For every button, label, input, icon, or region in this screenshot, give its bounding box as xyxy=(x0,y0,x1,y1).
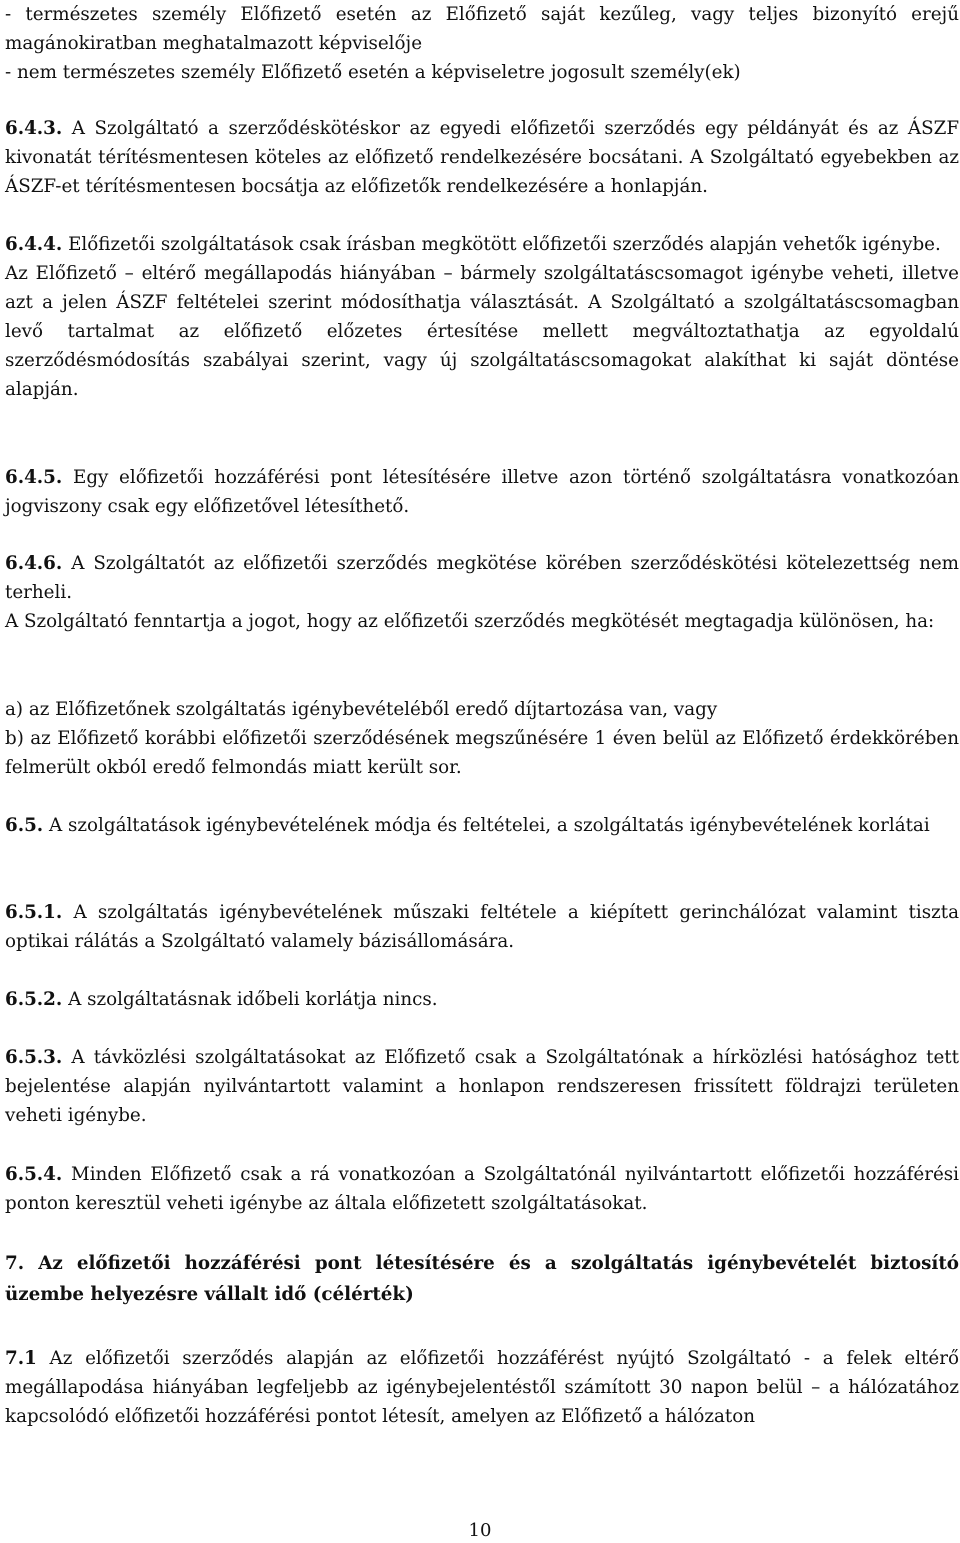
heading-text: 7. Az előfizetői hozzáférési pont létesítésére és a szolgáltatás igénybevételét biztosító üzembe helyezésre vállalt idő (célérték) xyxy=(5,1253,959,1305)
section-number: 6.5. xyxy=(5,815,44,836)
intro-line-1: - természetes személy Előfizető esetén az Előfizető saját kezűleg, vagy teljes bizonyító erejű xyxy=(5,4,959,25)
section-6-5-1 xyxy=(5,898,959,956)
section-text: A Szolgáltató a szerződéskötéskor az egyedi előfizetői szerződés egy példányát és az ÁSZF kivonatát térítésmentesen köteles az előfizető rendelkezésére bocsátani. A Szolgáltató egyebekben az ÁSZF-et térítésmentesen bocsátja az előfizetők rendelkezésére a honlapján. xyxy=(5,118,959,197)
intro-block xyxy=(5,0,959,87)
section-6-4-4 xyxy=(5,230,959,404)
section-number: 6.5.3. xyxy=(5,1047,63,1068)
section-number: 6.5.2. xyxy=(5,989,63,1010)
section-text: Minden Előfizető csak a rá vonatkozóan a Szolgáltatónál nyilvántartott előfizetői hozzáférési ponton keresztül veheti igénybe az általa előfizetett szolgáltatásokat. xyxy=(5,1164,959,1214)
section-6-5-3 xyxy=(5,1043,959,1130)
section-6-5-2 xyxy=(5,985,959,1014)
page-number: 10 xyxy=(468,1520,492,1541)
section-number: 6.5.1. xyxy=(5,902,63,923)
intro-line-2: magánokiratban meghatalmazott képviselője xyxy=(5,33,423,54)
section-number: 6.5.4. xyxy=(5,1164,63,1185)
section-text: Egy előfizetői hozzáférési pont létesítésére illetve azon történő szolgáltatásra vonatkozóan jogviszony csak egy előfizetővel létesíthető. xyxy=(5,467,960,517)
list-item-b: b) az Előfizető korábbi előfizetői szerződésének megszűnésére 1 éven belül az Előfizető érdekkörében felmerült okból eredő felmondás miatt került sor. xyxy=(5,728,959,778)
section-number: 7.1 xyxy=(5,1348,37,1369)
section-number: 6.4.6. xyxy=(5,553,63,574)
section-text: A szolgáltatások igénybevételének módja és feltételei, a szolgáltatás igénybevételének korlátai xyxy=(48,815,930,836)
list-item-a: a) az Előfizetőnek szolgáltatás igénybevételéből eredő díjtartozása van, vagy xyxy=(5,699,718,720)
section-text: Az előfizetői szerződés alapján az előfizetői hozzáférést nyújtó Szolgáltató - a felek eltérő megállapodása hiányában legfeljebb az igénybejelentéstől számított 30 napon belül – a hálózatához kapcsolódó előfizetői hozzáférési pontot létesít, amelyen az Előfizető a hálózaton xyxy=(5,1348,959,1427)
section-7-heading xyxy=(5,1248,959,1310)
section-text: Előfizetői szolgáltatások csak írásban megkötött előfizetői szerződés alapján vehetők igénybe. xyxy=(68,234,941,255)
section-6-5 xyxy=(5,811,959,840)
section-text: A szolgáltatásnak időbeli korlátja nincs. xyxy=(68,989,438,1010)
section-text: A távközlési szolgáltatásokat az Előfizető csak a Szolgáltatónak a hírközlési hatósághoz tett bejelentése alapján nyilvántartott valamint a honlapon rendszeresen frissített földrajzi területen veheti igénybe. xyxy=(5,1047,959,1126)
section-6-4-5 xyxy=(5,463,959,521)
section-number: 6.4.4. xyxy=(5,234,63,255)
section-text: A szolgáltatás igénybevételének műszaki feltétele a kiépített gerinchálózat valamint tiszta optikai rálátás a Szolgáltató valamely bázisállomására. xyxy=(5,902,959,952)
section-6-4-6 xyxy=(5,549,959,636)
section-number: 6.4.5. xyxy=(5,467,63,488)
intro-line-3: - nem természetes személy Előfizető esetén a képviseletre jogosult személy(ek) xyxy=(5,62,741,83)
section-6-5-4 xyxy=(5,1160,959,1218)
refusal-list xyxy=(5,695,959,782)
section-number: 6.4.3. xyxy=(5,118,63,139)
section-text-2: A Szolgáltató fenntartja a jogot, hogy az előfizetői szerződés megkötését megtagadja különösen, ha: xyxy=(5,611,935,632)
section-text: A Szolgáltatót az előfizetői szerződés megkötése körében szerződéskötési kötelezettség nem terheli. xyxy=(5,553,960,603)
section-6-4-3 xyxy=(5,114,959,201)
section-7-1 xyxy=(5,1344,959,1431)
section-text-2: Az Előfizető – eltérő megállapodás hiányában – bármely szolgáltatáscsomagot igénybe veheti, illetve azt a jelen ÁSZF feltételei szerint módosíthatja választását. A Szolgáltató a szolgáltatáscsomagban levő tartalmat az előfizető előzetes értesítése mellett megváltoztathatja az egyoldalú szerződésmódosítás szabályai szerint, vagy új szolgáltatáscsomagokat alakíthat ki saját döntése alapján. xyxy=(5,263,959,400)
